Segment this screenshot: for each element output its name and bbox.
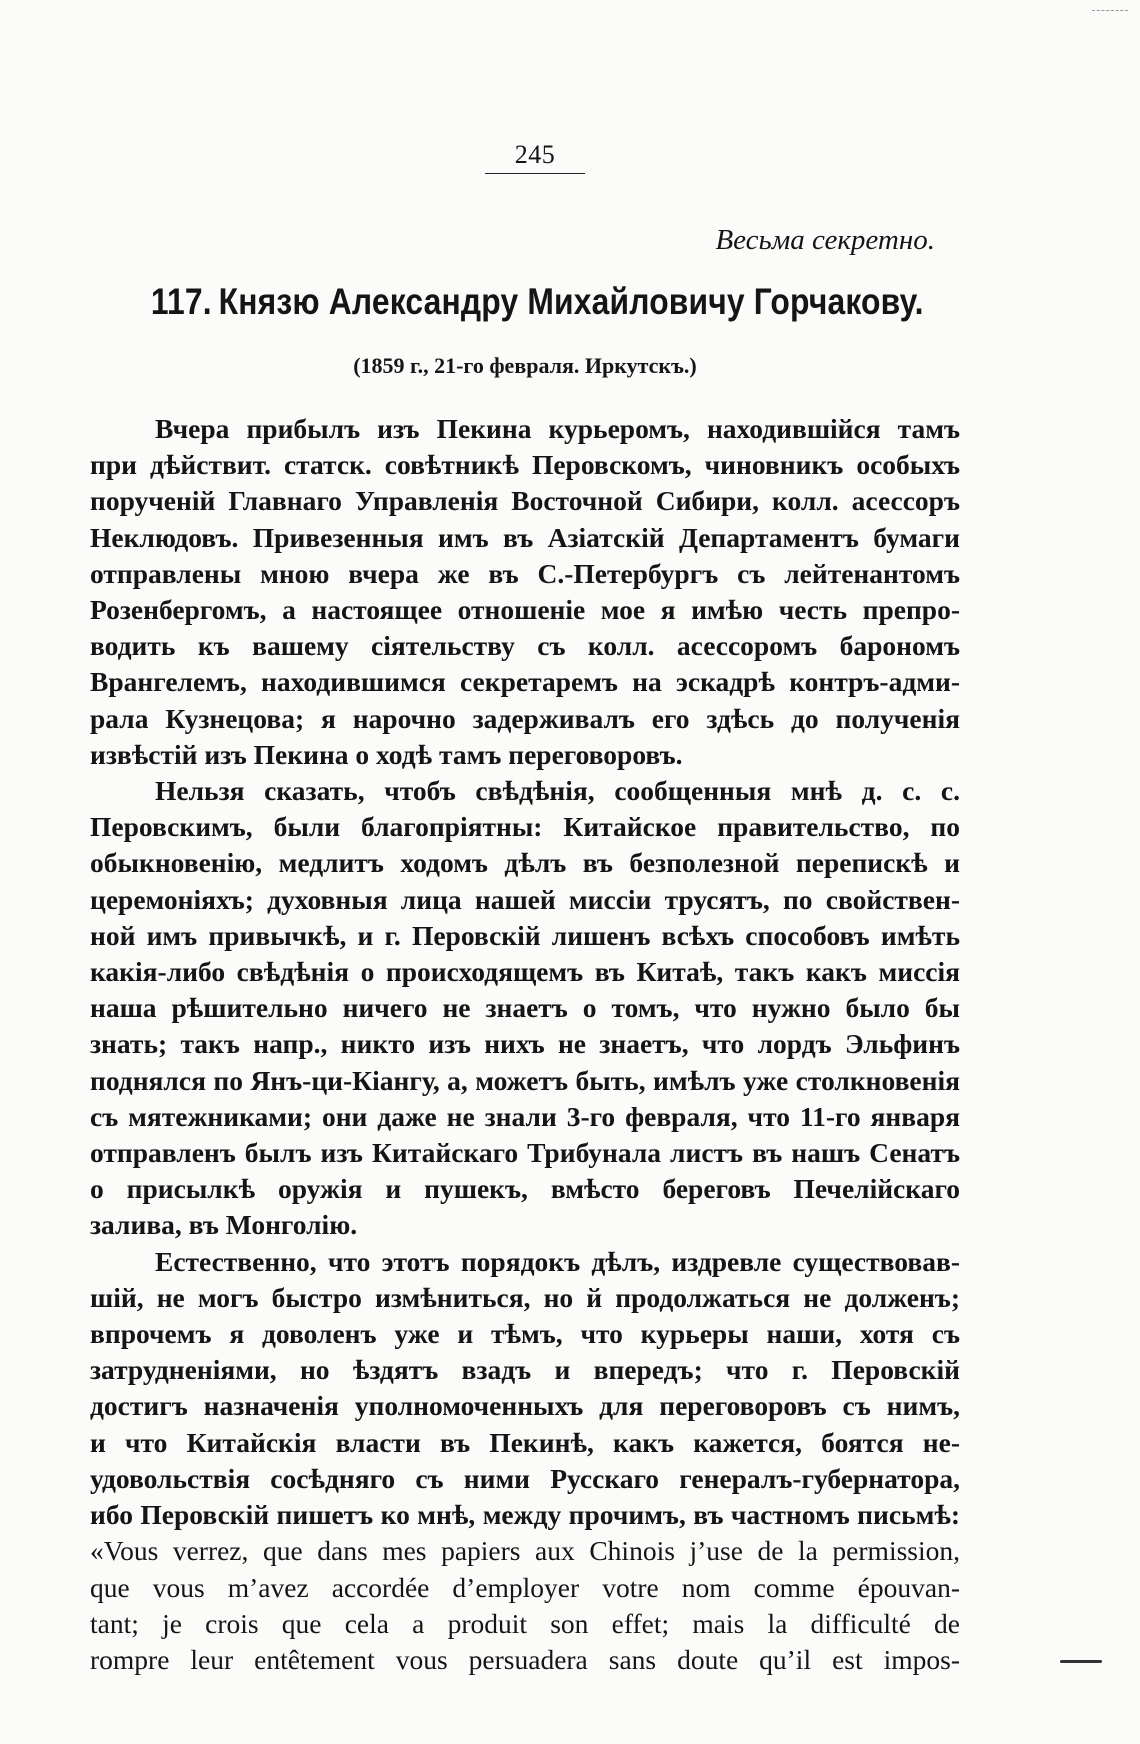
text-line-french: «Vous verrez, que dans mes papiers aux Chinois j’use de la permission, bbox=[90, 1535, 960, 1567]
text-line: удовольствія сосѣдняго съ ними Русскаго генералъ-губернатора, bbox=[90, 1462, 960, 1494]
document-number: 117. bbox=[150, 281, 212, 322]
text-line: и что Китайскія власти въ Пекинѣ, какъ кажется, боятся не- bbox=[90, 1426, 960, 1458]
text-line: ной имъ привычкѣ, и г. Перовскій лишенъ всѣхъ способовъ имѣть bbox=[90, 919, 960, 951]
text-line: церемоніяхъ; духовныя лица нашей миссіи трусятъ, по свойствен- bbox=[90, 883, 960, 915]
addressee-title: Князю Александру Михайловичу Горчакову. bbox=[218, 281, 924, 322]
text-line: впрочемъ я доволенъ уже и тѣмъ, что курьеры наши, хотя съ bbox=[90, 1318, 960, 1350]
text-line: Врангелемъ, находившимся секретаремъ на эскадрѣ контръ-адми- bbox=[90, 666, 960, 698]
text-line: Нельзя сказать, чтобъ свѣдѣнія, сообщенныя мнѣ д. с. с. bbox=[155, 775, 960, 807]
text-line: порученій Главнаго Управленія Восточной Сибири, колл. асессоръ bbox=[90, 485, 960, 517]
page-number: 245 bbox=[514, 140, 556, 169]
text-line-french: rompre leur entêtement vous persuadera sans doute qu’il est impos- bbox=[90, 1643, 960, 1675]
scan-mark-top bbox=[1092, 10, 1128, 11]
text-line: отправлены мною вчера же въ С.-Петербургъ съ лейтенантомъ bbox=[90, 557, 960, 589]
text-line: достигъ назначенія уполномоченныхъ для переговоровъ съ нимъ, bbox=[90, 1390, 960, 1422]
paragraph bbox=[90, 773, 960, 1244]
text-line: поднялся по Янъ-ци-Кіангу, а, можетъ быть, имѣлъ уже столкновенія bbox=[90, 1064, 960, 1096]
text-line: залива, въ Монголію. bbox=[90, 1209, 358, 1241]
text-line: ибо Перовскій пишетъ ко мнѣ, между прочимъ, въ частномъ письмѣ: bbox=[90, 1499, 960, 1531]
document-page bbox=[90, 140, 960, 1678]
text-line: Вчера прибылъ изъ Пекина курьеромъ, находившійся тамъ bbox=[155, 413, 960, 444]
text-line-french: que vous m’avez accordée d’employer votre nom comme épouvan- bbox=[90, 1571, 960, 1603]
text-line: Перовскимъ, были благопріятны: Китайское правительство, по bbox=[90, 811, 960, 843]
text-line: рала Кузнецова; я нарочно задерживалъ его здѣсь до полученія bbox=[90, 702, 960, 734]
page-number-rule bbox=[485, 173, 585, 174]
paragraph bbox=[90, 411, 960, 773]
text-line: знать; такъ напр., никто изъ нихъ не знаетъ, что лордъ Эльфинъ bbox=[90, 1028, 960, 1060]
classification-note: Весьма секретно. bbox=[715, 224, 935, 256]
text-line: затрудненіями, но ѣздятъ взадъ и впередъ; что г. Перовскій bbox=[90, 1354, 960, 1386]
text-line: Розенбергомъ, а настоящее отношеніе мое я имѣю честь препро- bbox=[90, 594, 960, 626]
text-line: Естественно, что этотъ порядокъ дѣлъ, издревле существовав- bbox=[155, 1245, 960, 1277]
document-title bbox=[150, 281, 924, 323]
text-line: Неклюдовъ. Привезенныя имъ въ Азіатскій Департаментъ бумаги bbox=[90, 521, 960, 553]
text-line: водить къ вашему сіятельству съ колл. асессоромъ барономъ bbox=[90, 630, 960, 662]
text-line: шій, не могъ быстро измѣниться, но й продолжаться не долженъ; bbox=[90, 1281, 960, 1313]
text-line: при дѣйствит. статск. совѣтникѣ Перовскомъ, чиновникъ особыхъ bbox=[90, 449, 960, 481]
paragraph bbox=[90, 1244, 960, 1678]
text-line: съ мятежниками; они даже не знали 3-го февраля, что 11-го января bbox=[90, 1100, 960, 1132]
text-line: обыкновенію, медлитъ ходомъ дѣлъ въ безполезной перепискѣ и bbox=[90, 847, 960, 879]
letter-body bbox=[90, 411, 960, 1678]
text-line-french: tant; je crois que cela a produit son effet; mais la difficulté de bbox=[90, 1607, 960, 1639]
text-line: какія-либо свѣдѣнія о происходящемъ въ Китаѣ, такъ какъ миссія bbox=[90, 956, 960, 988]
text-line: наша рѣшительно ничего не знаетъ о томъ, что нужно было бы bbox=[90, 992, 960, 1024]
dateline: (1859 г., 21-го февраля. Иркутскъ.) bbox=[353, 353, 697, 378]
scan-mark-bottom bbox=[1060, 1660, 1102, 1663]
text-line: извѣстій изъ Пекина о ходѣ тамъ переговоровъ. bbox=[90, 738, 683, 770]
text-line: отправленъ былъ изъ Китайскаго Трибунала листъ въ нашъ Сенатъ bbox=[90, 1137, 960, 1169]
text-line: о присылкѣ оружія и пушекъ, вмѣсто береговъ Печелійскаго bbox=[90, 1173, 960, 1205]
